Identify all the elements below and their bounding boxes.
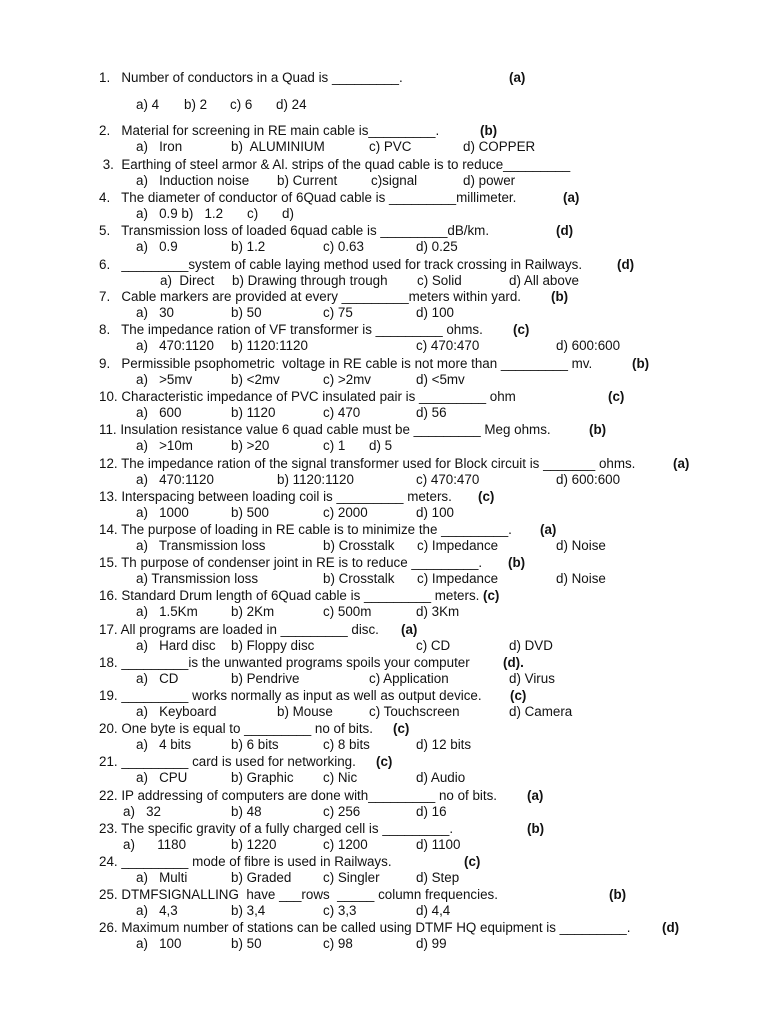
option: d) 56 — [416, 405, 447, 420]
answer-key: (a) — [540, 522, 557, 537]
answer-key: (b) — [480, 123, 498, 138]
answer-key: (c) — [483, 588, 500, 603]
option: c) 75 — [323, 305, 353, 320]
option: d) Audio — [416, 770, 466, 785]
question-text: 5. Transmission loss of loaded 6quad cable is _________dB/km. — [99, 223, 490, 238]
question-text: 22. IP addressing of computers are done with_________ no of bits. — [99, 788, 498, 803]
option: b) 1120:1120 — [277, 472, 354, 487]
option: a) 1.5Km — [136, 604, 198, 619]
option: a) 470:1120 — [136, 472, 214, 487]
option: c) Application — [369, 671, 449, 686]
question-text: 12. The impedance ration of the signal transformer used for Block circuit is _______ ohms. — [99, 456, 636, 471]
question-text: 15. Th purpose of condenser joint in RE is to reduce _________. — [99, 555, 483, 570]
answer-key: (b) — [632, 356, 650, 371]
option: d) Virus — [509, 671, 555, 686]
option: d) Camera — [509, 704, 573, 719]
option: c) >2mv — [323, 372, 371, 387]
answer-key: (a) — [673, 456, 690, 471]
option: b) >20 — [231, 438, 270, 453]
option: b) 1120:1120 — [231, 338, 308, 353]
option: b) 1.2 — [231, 239, 266, 254]
answer-key: (d) — [617, 257, 635, 272]
question-text: 3. Earthing of steel armor & Al. strips of the quad cable is to reduce_________ — [99, 157, 571, 172]
question-text: 23. The specific gravity of a fully charged cell is _________. — [99, 821, 454, 836]
option: d) 12 bits — [416, 737, 472, 752]
option: a) 30 — [136, 305, 174, 320]
option: c) 8 bits — [323, 737, 370, 752]
option: c) — [247, 206, 259, 221]
option: a) 32 — [123, 804, 161, 819]
option: b) ALUMINIUM — [231, 139, 325, 154]
option: d) 600:600 — [556, 338, 621, 353]
option: c) 6 — [230, 97, 253, 112]
question-text: 11. Insulation resistance value 6 quad cable must be _________ Meg ohms. — [99, 422, 551, 437]
answer-key: (c) — [393, 721, 410, 736]
option: c) Impedance — [417, 571, 499, 586]
option: b) 48 — [231, 804, 262, 819]
option: c) 470:470 — [416, 472, 480, 487]
option: a) 0.9 b) 1.2 — [136, 206, 224, 221]
option: b) Pendrive — [231, 671, 300, 686]
answer-key: (d) — [556, 223, 574, 238]
option: d) 100 — [416, 305, 454, 320]
option: d) 100 — [416, 505, 454, 520]
option: b) Drawing through trough — [232, 273, 388, 288]
option: a) Transmission loss — [136, 538, 266, 553]
option: a) 1180 — [123, 837, 187, 852]
option: d) 99 — [416, 936, 447, 951]
option: b) 1220 — [231, 837, 277, 852]
option: c) 256 — [323, 804, 361, 819]
question-text: 6. _________system of cable laying method used for track crossing in Railways. — [99, 257, 583, 272]
option: d) — [282, 206, 294, 221]
option: a) Direct — [160, 273, 215, 288]
option: b) Graded — [231, 870, 292, 885]
question-text: 13. Interspacing between loading coil is _________ meters. — [99, 489, 452, 504]
question-text: 10. Characteristic impedance of PVC insulated pair is _________ ohm — [99, 389, 516, 404]
answer-key: (b) — [589, 422, 607, 437]
option: a) >5mv — [136, 372, 193, 387]
answer-key: (b) — [527, 821, 545, 836]
answer-key: (c) — [464, 854, 481, 869]
option: a) >10m — [136, 438, 193, 453]
option: b) 2Km — [231, 604, 275, 619]
option: b) 2 — [184, 97, 208, 112]
option: b) Current — [277, 173, 338, 188]
option: c) 1 — [323, 438, 346, 453]
option: a) CPU — [136, 770, 188, 785]
option: a) Iron — [136, 139, 183, 154]
option: d) DVD — [509, 638, 553, 653]
option: c) Nic — [323, 770, 358, 785]
option: d) All above — [509, 273, 579, 288]
option: a) 470:1120 — [136, 338, 214, 353]
question-text: 14. The purpose of loading in RE cable is to minimize the _________. — [99, 522, 512, 537]
question-text: 18. _________is the unwanted programs spoils your computer — [99, 655, 470, 670]
option: c) 470 — [323, 405, 361, 420]
option: a) 4 bits — [136, 737, 192, 752]
answer-key: (b) — [609, 887, 627, 902]
option: a) Induction noise — [136, 173, 250, 188]
question-text: 7. Cable markers are provided at every _________meters within yard. — [99, 289, 522, 304]
answer-key: (c) — [510, 688, 527, 703]
option: d) 1100 — [416, 837, 461, 852]
question-text: 2. Material for screening in RE main cable is_________. — [99, 123, 440, 138]
option: a) 1000 — [136, 505, 189, 520]
question-text: 9. Permissible psophometric voltage in RE cable is not more than _________ mv. — [99, 356, 593, 371]
option: b) Crosstalk — [323, 538, 395, 553]
option: a) Keyboard — [136, 704, 217, 719]
answer-key: (d). — [503, 655, 524, 670]
option: b) Mouse — [277, 704, 333, 719]
question-text: 26. Maximum number of stations can be called using DTMF HQ equipment is _________. — [99, 920, 631, 935]
option: c) 3,3 — [323, 903, 357, 918]
option: c) PVC — [369, 139, 412, 154]
option: a) 600 — [136, 405, 182, 420]
option: b) 1120 — [231, 405, 276, 420]
option: a) CD — [136, 671, 179, 686]
answer-key: (a) — [509, 70, 526, 85]
option: a) Multi — [136, 870, 188, 885]
question-text: 21. _________ card is used for networking. — [99, 754, 356, 769]
option: b) Floppy disc — [231, 638, 315, 653]
option: d) 0.25 — [416, 239, 458, 254]
option: d) <5mv — [416, 372, 465, 387]
option: a) Hard disc — [136, 638, 216, 653]
option: b) 500 — [231, 505, 269, 520]
option: d) 600:600 — [556, 472, 621, 487]
option: d) 3Km — [416, 604, 460, 619]
answer-key: (b) — [551, 289, 569, 304]
question-text: 1. Number of conductors in a Quad is _________. — [99, 70, 403, 85]
option: b) 50 — [231, 936, 262, 951]
option: d) 24 — [276, 97, 307, 112]
option: c) 1200 — [323, 837, 368, 852]
option: c) 2000 — [323, 505, 368, 520]
question-text: 4. The diameter of conductor of 6Quad cable is _________millimeter. — [99, 190, 517, 205]
option: b) <2mv — [231, 372, 280, 387]
option: c)signal — [371, 173, 418, 188]
option: c) Singler — [323, 870, 380, 885]
option: d) Noise — [556, 571, 606, 586]
option: a) 4,3 — [136, 903, 178, 918]
option: c) 500m — [323, 604, 372, 619]
question-text: 24. _________ mode of fibre is used in Railways. — [99, 854, 392, 869]
option: c) 0.63 — [323, 239, 364, 254]
question-text: 16. Standard Drum length of 6Quad cable is _________ meters. — [99, 588, 480, 603]
answer-key: (c) — [376, 754, 393, 769]
question-text: 19. _________ works normally as input as well as output device. — [99, 688, 482, 703]
answer-key: (b) — [508, 555, 526, 570]
option: b) 6 bits — [231, 737, 279, 752]
answer-key: (c) — [513, 322, 530, 337]
question-text: 17. All programs are loaded in _________ disc. — [99, 622, 379, 637]
option: a) Transmission loss — [136, 571, 259, 586]
option: a) 0.9 — [136, 239, 178, 254]
answer-key: (d) — [662, 920, 680, 935]
option: c) CD — [416, 638, 451, 653]
question-text: 8. The impedance ration of VF transformer is _________ ohms. — [99, 322, 483, 337]
option: d) 16 — [416, 804, 447, 819]
answer-key: (c) — [608, 389, 625, 404]
option: d) Step — [416, 870, 460, 885]
answer-key: (a) — [401, 622, 418, 637]
option: c) 98 — [323, 936, 353, 951]
question-text: 20. One byte is equal to _________ no of bits. — [99, 721, 373, 736]
option: d) 4,4 — [416, 903, 451, 918]
answer-key: (c) — [478, 489, 495, 504]
option: d) COPPER — [463, 139, 536, 154]
option: d) power — [463, 173, 516, 188]
option: d) 5 — [369, 438, 393, 453]
option: b) 50 — [231, 305, 262, 320]
answer-key: (a) — [527, 788, 544, 803]
option: c) 470:470 — [416, 338, 480, 353]
answer-key: (a) — [563, 190, 580, 205]
option: c) Impedance — [417, 538, 499, 553]
option: c) Solid — [417, 273, 462, 288]
option: b) Crosstalk — [323, 571, 395, 586]
option: d) Noise — [556, 538, 606, 553]
option: a) 100 — [136, 936, 182, 951]
option: b) 3,4 — [231, 903, 266, 918]
option: c) Touchscreen — [369, 704, 460, 719]
question-text: 25. DTMFSIGNALLING have ___rows _____ column frequencies. — [99, 887, 498, 902]
option: a) 4 — [136, 97, 160, 112]
option: b) Graphic — [231, 770, 294, 785]
